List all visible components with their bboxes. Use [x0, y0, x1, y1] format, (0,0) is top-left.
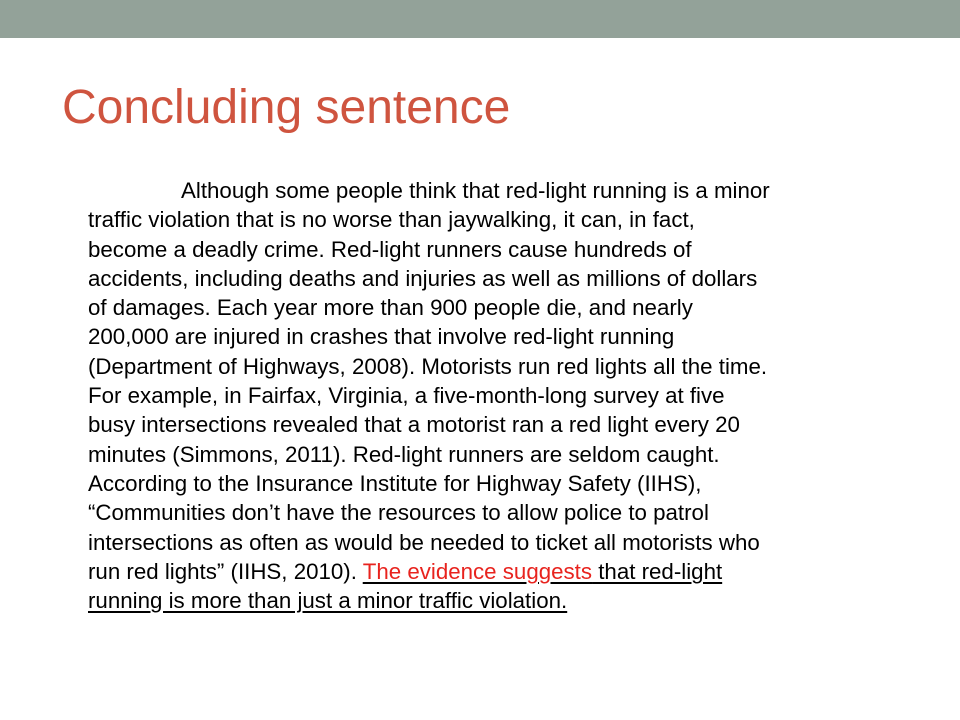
- paragraph-line: Although some people think that red-light running is a minor: [181, 178, 770, 203]
- paragraph-line: become a deadly crime. Red-light runners cause hundreds of: [88, 236, 692, 262]
- paragraph-line: For example, in Fairfax, Virginia, a five-month-long survey at five: [88, 383, 725, 409]
- paragraph-line: (Department of Highways, 2008). Motorists run red lights all the time.: [88, 353, 768, 379]
- concluding-sentence: [363, 559, 722, 584]
- top-accent-bar: [0, 0, 960, 38]
- citation-text: run red lights” (IIHS, 2010).: [88, 558, 363, 584]
- concluding-sentence-part: running is more than just a minor traffic violation.: [88, 588, 568, 614]
- paragraph-line: intersections as often as would be needed to ticket all motorists who: [88, 529, 760, 555]
- paragraph-line: traffic violation that is no worse than jaywalking, it can, in fact,: [88, 207, 695, 233]
- paragraph-line: accidents, including deaths and injuries as well as millions of dollars: [88, 265, 758, 291]
- paragraph-line: busy intersections revealed that a motorist ran a red light every 20: [88, 412, 740, 438]
- body-paragraph: [88, 176, 918, 615]
- paragraph-line: According to the Insurance Institute for Highway Safety (IIHS),: [88, 470, 702, 496]
- paragraph-line: [88, 586, 918, 615]
- paragraph-line: “Communities don’t have the resources to allow police to patrol: [88, 500, 709, 526]
- paragraph-line: 200,000 are injured in crashes that involve red-light running: [88, 324, 675, 350]
- paragraph-line: minutes (Simmons, 2011). Red-light runners are seldom caught.: [88, 441, 720, 467]
- slide-title: Concluding sentence: [62, 81, 511, 134]
- paragraph-line: of damages. Each year more than 900 people die, and nearly: [88, 295, 693, 321]
- concluding-phrase-highlight: The evidence suggests: [362, 558, 593, 584]
- paragraph-line: [88, 557, 918, 586]
- concluding-sentence-part: that red-light: [592, 558, 723, 584]
